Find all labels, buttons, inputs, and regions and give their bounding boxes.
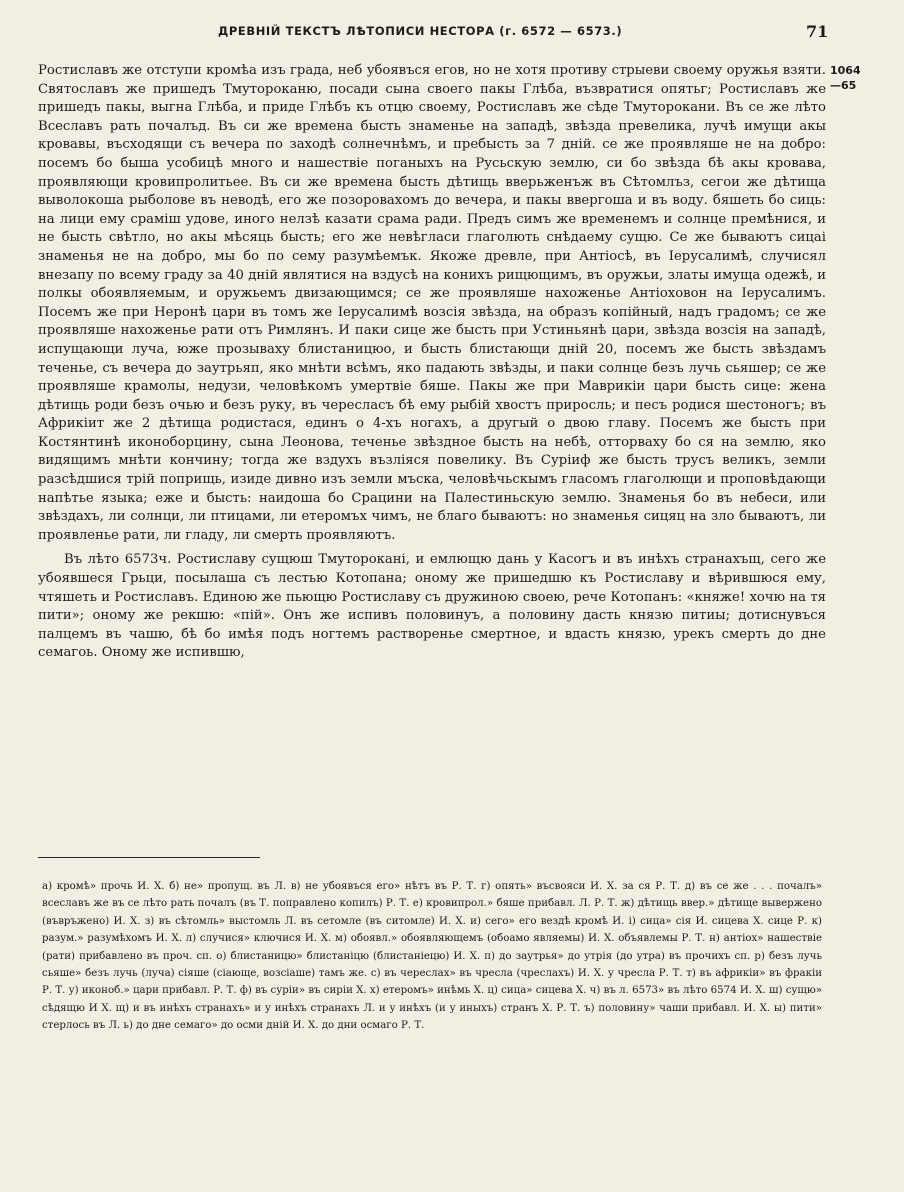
paragraph-1: Ростиславъ же отступи кромѣа изъ града, неб убоявъся егов, но не хотя противу стрыеви своему оружья взяти. Святославъ же пришедъ Тмутороканю, посади сына своего пакы Глѣба, възвратися опятьг; Ростиславъ же пришедъ пакы, выгна Глѣба, и приде Глѣбъ къ отцю своему, Ростиславъ же сѣде Тмуторокани. Въ се же лѣто Всеславъ рать почалъд. Въ си же времена бысть знаменье на западѣ, звѣзда превелика, лучѣ имущи акы кровавы, въсходящи съ вечера по заходѣ солнечнѣмъ, и пребысть за 7 днiй. се же проявляше не на добро: посемъ бо быша усобицѣ много и нашествiе поганыхъ на Русьскую землю, си бо звѣзда бѣ акы кровава, проявляющи кровипролитьее. Въ си же времена бысть дѣтищь вверьженъж въ Сѣтомлъз, сегои же дѣтища выволокоша рыболове въ неводѣ, его же позоровахомъ до вечера, и пакы ввергоша и въ воду. бяшеть бо сиць: на лици ему срамiш удове, иного нелзѣ казати срама ради. Предъ симъ же временемъ и солнце премѣнися, и не бысть свѣтло, но акы мѣсяць бысть; его же невѣгласи глаголють снѣдаему сущю. Се же бываютъ сицаi знаменья не на добро, мы бо по сему разумѣемък. Якоже древле, при Антiосѣ, въ Iерусалимѣ, случисял внезапу по всему граду за 40 днiй являтися на вздусѣ на конихъ рищющимъ, въ оружьи, златы имуща одежѣ, и полкы обоявляемым, и оружьемъ двизающимся; се же проявляше нахоженье Антiоховон на Iерусалимъ. Посемъ же при Неронѣ цари въ томъ же Iерусалимѣ возсiя звѣзда, на образъ копiйный, надъ градомъ; се же проявляше нахоженье рати отъ Римлянъ. И паки сице же бысть при Устиньянѣ цари, звѣзда возсiя на западѣ, испущающи луча, юже прозываху блистаницюо, и бысть блистающи днiй 20, посемъ же бысть звѣздамъ теченье, съ вечера до заутрьяп, яко мнѣти всѣмъ, яко падають звѣзды, и паки солнце безъ лучь сьяшер; се же проявляше крамолы, недузи, человѣкомъ умертвiе бяше. Пакы же при Маврикiи цари бысть сице: жена дѣтищь роди безъ очью и безъ руку, въ чересласъ бѣ ему рыбiй хвостъ приросль; и песъ родися шестоногъ; въ Африкiит же 2 дѣтища родистася, единъ о 4-хъ ногахъ, а другый о двою главу. Посемъ же бысть при Костянтинѣ иконоборцину, сына Леонова, теченье звѣздное бысть на небѣ, отторваху бо ся на землю, яко видящимъ мнѣти кончину; тогда же вздухъ възлiяся повелику. Въ Сурiиф же бысть трусъ великъ, земли разсѣдшися трiй поприщь, изиде дивно изъ земли мъска, человѣчьскымъ гласомъ глаголющи и проповѣдающи напѣтье языка; еже и бысть: наидоша бо Срацини на Палестиньскую землю. Знаменья бо въ небеси, или звѣздахъ, ли солнци, ли птицами, ли етеромъх чимъ, не благо бываютъ: но знаменья сицяц на зло бываютъ, ли проявленье рати, ли гладу, ли смерть проявляютъ. <box>38 63 826 543</box>
page-number: 71 <box>806 22 829 41</box>
margin-year-top: 1064 <box>830 64 861 77</box>
main-text <box>38 62 826 663</box>
running-title: ДРЕВНІЙ ТЕКСТЪ ЛѢТОПИСИ НЕСТОРА (г. 6572 — 6573.) <box>218 24 623 38</box>
margin-year-bottom: —65 <box>830 79 857 92</box>
footnotes: а) кромѣ» прочь И. Х. б) не» пропущ. въ Л. в) не убоявъся его» нѣтъ въ Р. Т. г) опять» въсвояси И. Х. за ся Р. Т. д) въ се же . . . почалъ» всеславъ же въ се лѣто рать почалъ (въ Т. поправлено копилъ) Р. Т. е) кровипрол.» бяше прибавл. Л. Р. Т. ж) дѣтищь ввер.» дѣтище вывержено (въвръжено) И. Х. з) въ сѣтомль» выстомль Л. въ сетомле (въ ситомле) И. Х. и) сего» его вездѣ кромѣ И. i) сица» сiя И. сицева Х. сице Р. к) разум.» разумѣхомъ И. Х. л) случися» ключися И. Х. м) обоявл.» обоявляющемъ (обоамо являемы) И. Х. объявлемы Р. Т. н) антiох» нашествiе (рати) прибавлено въ проч. сп. о) блистаницю» блистанiцю (блистанiецю) И. Х. п) до заутрья» до утрiя (до утра) въ прочихъ сп. р) безъ лучь сьяше» безъ лучь (луча) сiяше (сiающе, возсiаше) тамъ же. с) въ череслах» въ чресла (чреслахъ) И. Х. у чресла Р. Т. т) въ африкiи» въ фракiи Р. Т. у) иконоб.» цари прибавл. Р. Т. ф) въ сурiи» въ сирiи Х. х) етеромъ» инѣмь Х. ц) сица» сицева Х. ч) въ л. 6573» въ лѣто 6574 И. Х. ш) сущю» сѣдящю И Х. щ) и въ инѣхъ странахъ» и у инѣхъ странахъ Л. и у инѣхъ (и у иныхъ) странъ Х. Р. Т. ъ) половину» чаши прибавл. И. Х. ы) пити» стерлось въ Л. ь) до дне семаго» до осми днiй И. Х. до дни осмаго Р. Т. <box>42 881 822 1032</box>
paragraph-2: Въ лѣто 6573ч. Ростиславу сущюш Тмутороканi, и емлющю дань у Касогъ и въ инѣхъ странахъщ, сего же убоявшеся Грьци, посылаша съ лестью Котопана; оному же пришедшю къ Ростиславу и вѣрившюся ему, чтяшеть и Ростиславъ. Единою же пьющю Ростиславу съ дружиною своею, рече Котопанъ: «княже! хочю на тя пити»; оному же рекшю: «пiй». Онъ же испивъ половинуъ, а половину дасть князю питиы; дотиснувъся палцемъ въ чашю, бѣ бо имѣя подъ ногтемъ растворенье смертное, и вдасть князю, урекъ смерть до дне семагоь. Оному же испившю, <box>38 552 826 661</box>
footnote-separator <box>38 857 260 858</box>
